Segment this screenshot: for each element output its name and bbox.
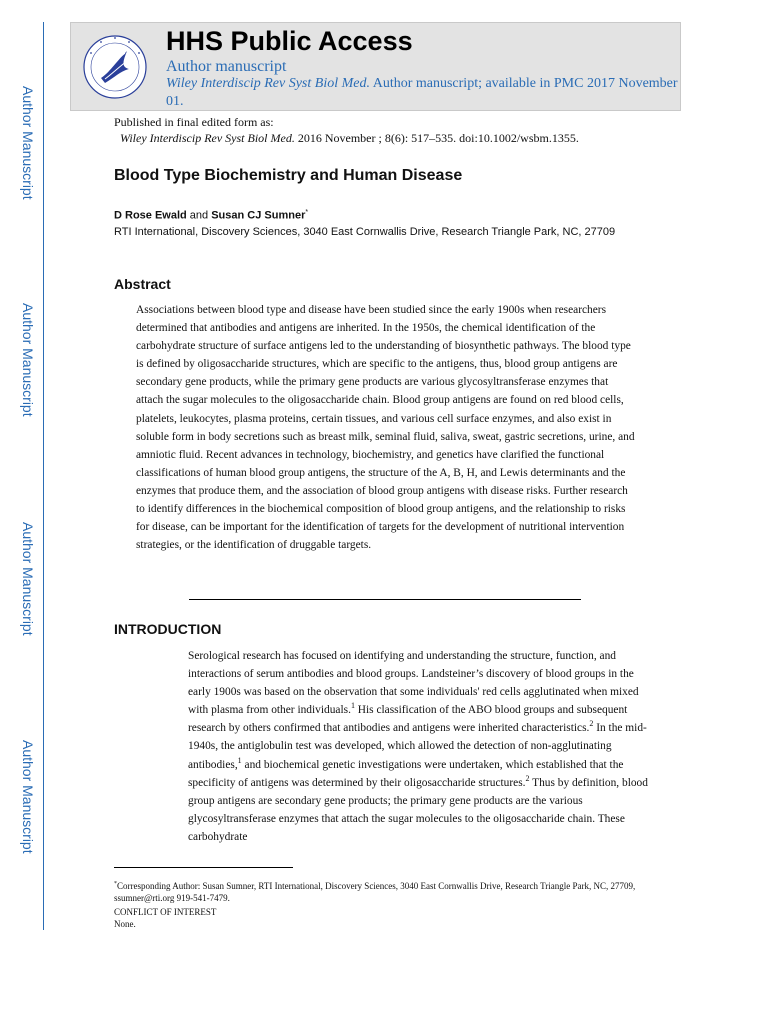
hhs-header-box <box>70 22 681 111</box>
availability-text: Author manuscript; available in PMC 2017 November 01. <box>166 76 678 109</box>
abstract-heading: Abstract <box>114 276 171 292</box>
side-rail <box>43 22 44 930</box>
introduction-paragraph <box>188 647 658 846</box>
intro-text-5: Thus by definition, blood group antigens are secondary gene products; the primary gene products are the various glycosyltransferase enzymes that attach the sugar molecules to the oligosaccharide chain. These carbohydrate <box>188 776 648 843</box>
affiliation: RTI International, Discovery Sciences, 3040 East Cornwallis Drive, Research Triangle Park, NC, 27709 <box>114 226 616 238</box>
article-title: Blood Type Biochemistry and Human Disease <box>114 167 463 184</box>
author-conjunction: and <box>186 209 212 222</box>
citation-journal: Wiley Interdiscip Rev Syst Biol Med. <box>120 131 295 145</box>
author-list <box>114 205 308 224</box>
conflict-of-interest-text: None. <box>114 919 136 929</box>
hhs-public-access-title: HHS Public Access <box>166 26 413 56</box>
side-label-author-manuscript: Author Manuscript <box>20 86 36 200</box>
journal-abbrev: Wiley Interdiscip Rev Syst Biol Med. <box>166 76 370 91</box>
reference-marker: 2 <box>525 773 530 783</box>
conflict-of-interest-heading: CONFLICT OF INTEREST <box>114 907 217 917</box>
abstract-text: Associations between blood type and disease have been studied since the early 1900s when researchers determined that antibodies and antigens are inherited. In the 1950s, the chemical identification of the carbohydrate structure of surface antigens led to the understanding of biosynthetic pathways. The blood type is defined by oligosaccharide structures, which are specific to the antigens, thus, blood group antigens are secondary gene products, while the primary gene products are various glycosyltransferase enzymes that attach the sugar molecules to the oligosaccharide chain. Blood group antigens are found on red blood cells, platelets, leukocytes, plasma proteins, certain tissues, and various cell surface enzymes, and also exist in soluble form in body secretions such as breast milk, seminal fluid, saliva, sweat, gastric secretions, urine, and amniotic fluid. Recent advances in technology, biochemistry, and genetics have clarified the functional classifications of human blood group antigens, the structure of the A, B, H, and Lewis determinants and the enzymes that produce them, and the association of blood group antigens with disease risks. Further research to identify differences in the biochemical composition of blood group antigens, and the relationship to risks for disease, can be important for the identification of targets for the development of nutritional intervention strategies, or the identification of druggable targets. <box>136 304 635 552</box>
footnote-divider <box>114 867 293 868</box>
author-name: Susan CJ Sumner <box>211 209 306 222</box>
footnote-marker: * <box>114 881 117 887</box>
corresponding-author-text: Corresponding Author: Susan Sumner, RTI International, Discovery Sciences, 3040 East Cornwallis Drive, Research Triangle Park, NC, 27709, ssumner@rti.org 919-541-7479. <box>114 881 636 903</box>
author-name: D Rose Ewald <box>114 209 187 222</box>
intro-text-3: In the mid-1940s, the antiglobulin test was developed, which allowed the detection of non-agglutinating antibodies, <box>188 722 647 771</box>
abstract-divider <box>189 599 581 600</box>
published-label: Published in final edited form as: <box>114 115 274 129</box>
citation-line <box>120 131 579 146</box>
side-label-author-manuscript: Author Manuscript <box>20 522 36 636</box>
reference-marker: 1 <box>350 701 355 711</box>
intro-text-1: Serological research has focused on identifying and understanding the structure, function, and interactions of serum antibodies and blood groups. Landsteiner’s discovery of blood groups in the early 1900s was based on the observation that some individuals' red cells agglutinated when mixed with plasma from other individuals. <box>188 650 639 717</box>
introduction-heading: INTRODUCTION <box>114 621 222 637</box>
reference-marker: 2 <box>589 719 594 729</box>
corresponding-marker: * <box>305 209 309 216</box>
intro-text-2: His classification of the ABO blood groups and subsequent research by others confirmed that antibodies and antigens were inherited characteristics. <box>188 704 628 735</box>
hhs-eagle-logo-icon <box>81 33 149 101</box>
author-manuscript-subtitle: Author manuscript <box>166 58 287 75</box>
corresponding-author-footnote <box>114 878 654 904</box>
intro-text-4: and biochemical genetic investigations were undertaken, which established that the specificity of antigens was determined by their oligosaccharide structures. <box>188 758 624 789</box>
reference-marker: 1 <box>237 755 242 765</box>
journal-availability <box>166 75 681 111</box>
side-label-author-manuscript: Author Manuscript <box>20 303 36 417</box>
citation-details: 2016 November ; 8(6): 517–535. doi:10.1002/wsbm.1355. <box>294 131 579 145</box>
side-label-author-manuscript: Author Manuscript <box>20 740 36 854</box>
